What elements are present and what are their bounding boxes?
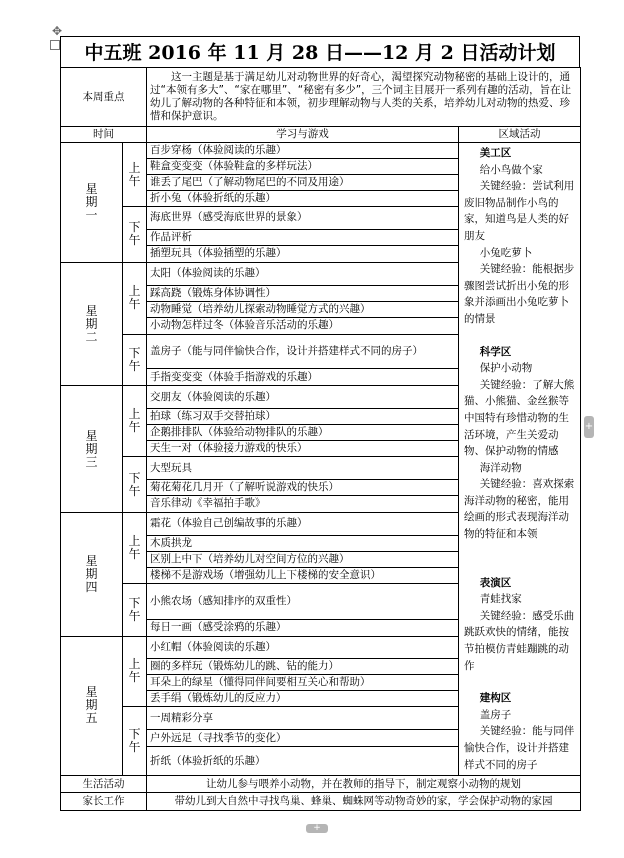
- area-line: 小兔吃萝卜: [479, 246, 533, 259]
- morning-label: 上 午: [123, 143, 147, 207]
- day-label: 星 期 三: [61, 386, 123, 513]
- activity-item: 音乐律动《幸福拍手歌》: [147, 495, 459, 512]
- activity-item: 谁丢了尾巴（了解动物尾巴的不同及用途）: [147, 175, 459, 191]
- header-learning: 学习与游戏: [147, 127, 459, 143]
- area-line: 盖房子: [479, 708, 512, 721]
- area-line: 海洋动物: [479, 461, 522, 474]
- table-select-handle[interactable]: [50, 40, 60, 50]
- day-label: 星 期 一: [61, 143, 123, 263]
- area-spacer: [464, 543, 575, 559]
- footer-label-parents: 家长工作: [61, 793, 147, 811]
- day-label: 星 期 五: [61, 636, 123, 776]
- activity-item: 插塑玩具（体验插塑的乐趣）: [147, 245, 459, 262]
- afternoon-label: 下 午: [123, 707, 147, 776]
- footer-label-life: 生活活动: [61, 776, 147, 793]
- morning-label: 上 午: [123, 636, 147, 707]
- activity-item: 圈的多样玩（锻炼幼儿的跳、钻的能力）: [147, 659, 459, 675]
- activity-item: 企鹅排排队（体验给动物排队的乐趣）: [147, 425, 459, 441]
- afternoon-label: 下 午: [123, 334, 147, 386]
- area-line: 给小鸟做个家: [479, 163, 543, 176]
- activity-item: 拍球（练习双手交替拍球）: [147, 409, 459, 425]
- column-resize-handle-icon[interactable]: +: [584, 416, 594, 438]
- morning-label: 上 午: [123, 512, 147, 583]
- area-spacer: [464, 674, 575, 690]
- area-line: 关键经验：了解大熊猫、小熊猫、金丝猴等中国特有珍惜动物的生活环境，产生关爱动物、保护动物的情感: [464, 378, 575, 458]
- activity-item: 大型玩具: [147, 457, 459, 480]
- focus-text: 这一主题是基于满足幼儿对动物世界的好奇心，渴望探究动物秘密的基础上设计的，通过“本领有多大”、“家在哪里”、“秘密有多少”，三个词主目展开一系列有趣的活动，旨在让幼儿了解动物的各种特征和本领，初步理解动物与人类的关系，培养幼儿对动物的热爱、珍惜和保护意识。: [147, 68, 581, 127]
- activity-item: 交朋友（体验阅读的乐趣）: [147, 386, 459, 409]
- header-time: 时间: [61, 127, 147, 143]
- footer-text-life: 让幼儿参与喂养小动物，并在教师的指导下，制定观察小动物的规划: [147, 776, 581, 793]
- area-spacer: [464, 328, 575, 344]
- area-line: 关键经验：尝试利用废旧物品制作小鸟的家，知道鸟是人类的好朋友: [464, 180, 575, 242]
- area-line: 关键经验：能与同伴愉快合作，设计并搭建样式不同的房子: [464, 725, 575, 771]
- activity-item: 作品评析: [147, 229, 459, 245]
- area-spacer: [464, 559, 575, 575]
- area-line: 青蛙找家: [479, 593, 522, 606]
- activity-item: 每日一画（感受涂鸦的乐趣）: [147, 619, 459, 636]
- area-activities-cell: [459, 143, 581, 776]
- afternoon-label: 下 午: [123, 207, 147, 263]
- weekly-plan-table: [60, 67, 581, 811]
- activity-item: 折小兔（体验折纸的乐趣）: [147, 191, 459, 207]
- area-line: 关键经验：能根据步骤图尝试折出小兔的形象并添画出小兔吃萝卜的情景: [464, 263, 575, 325]
- day-label: 星 期 二: [61, 262, 123, 386]
- area-line: 关键经验：感受乐曲跳跃欢快的情绪，能按节拍模仿青蛙蹦跳的动作: [464, 609, 575, 672]
- activity-item: 盖房子（能与同伴愉快合作，设计并搭建样式不同的房子）: [147, 334, 459, 369]
- activity-item: 手指变变变（体验手指游戏的乐趣）: [147, 369, 459, 386]
- activity-item: 楼梯不是游戏场（增强幼儿上下楼梯的安全意识）: [147, 567, 459, 583]
- activity-item: 踩高跷（锻炼身体协调性）: [147, 285, 459, 301]
- move-handle-icon[interactable]: ✥: [51, 24, 63, 38]
- activity-item: 一周精彩分享: [147, 707, 459, 730]
- afternoon-label: 下 午: [123, 583, 147, 636]
- focus-label: 本周重点: [61, 68, 147, 127]
- activity-item: 菊花菊花几月开（了解听说游戏的快乐）: [147, 479, 459, 495]
- row-resize-handle-icon[interactable]: +: [306, 824, 328, 833]
- activity-item: 耳朵上的绿星（懂得同伴间要相互关心和帮助）: [147, 675, 459, 691]
- morning-label: 上 午: [123, 386, 147, 457]
- day-label: 星 期 四: [61, 512, 123, 636]
- activity-item: 海底世界（感受海底世界的景象）: [147, 207, 459, 230]
- activity-item: 小红帽（体验阅读的乐趣）: [147, 636, 459, 659]
- afternoon-label: 下 午: [123, 457, 147, 513]
- document-title: 中五班 2016 年 11 月 28 日——12 月 2 日活动计划: [60, 36, 580, 68]
- area-line: 关键经验：喜欢探索海洋动物的秘密，能用绘画的形式表现海洋动物的特征和本领: [464, 478, 575, 541]
- activity-item: 折纸（体验折纸的乐趣）: [147, 747, 459, 776]
- area-title: 表演区: [479, 576, 512, 589]
- activity-item: 小熊农场（感知排序的双重性）: [147, 583, 459, 619]
- footer-text-parents: 带幼儿到大自然中寻找鸟巢、蜂巢、蜘蛛网等动物奇妙的家，学会保护动物的家园: [147, 793, 581, 811]
- area-title: 美工区: [479, 147, 512, 159]
- activity-item: 木质拱龙: [147, 535, 459, 551]
- area-title: 科学区: [479, 345, 512, 358]
- activity-item: 太阳（体验阅读的乐趣）: [147, 262, 459, 285]
- activity-item: 动物睡觉（培养幼儿探索动物睡觉方式的兴趣）: [147, 301, 459, 317]
- morning-label: 上 午: [123, 262, 147, 334]
- activity-item: 霜花（体验自己创编故事的乐趣）: [147, 512, 459, 535]
- activity-item: 百步穿杨（体验阅读的乐趣）: [147, 143, 459, 159]
- activity-item: 天生一对（体验接力游戏的快乐）: [147, 441, 459, 457]
- activity-item: 丢手绢（锻炼幼儿的反应力）: [147, 691, 459, 707]
- activity-item: 区别上中下（培养幼儿对空间方位的兴趣）: [147, 551, 459, 567]
- activity-item: 小动物怎样过冬（体验音乐活动的乐趣）: [147, 317, 459, 334]
- header-area: 区域活动: [459, 127, 581, 143]
- activity-item: 户外远足（寻找季节的变化）: [147, 730, 459, 747]
- area-line: 保护小动物: [479, 362, 533, 375]
- area-title: 建构区: [479, 692, 512, 705]
- activity-item: 鞋盒变变变（体验鞋盒的多样玩法）: [147, 159, 459, 175]
